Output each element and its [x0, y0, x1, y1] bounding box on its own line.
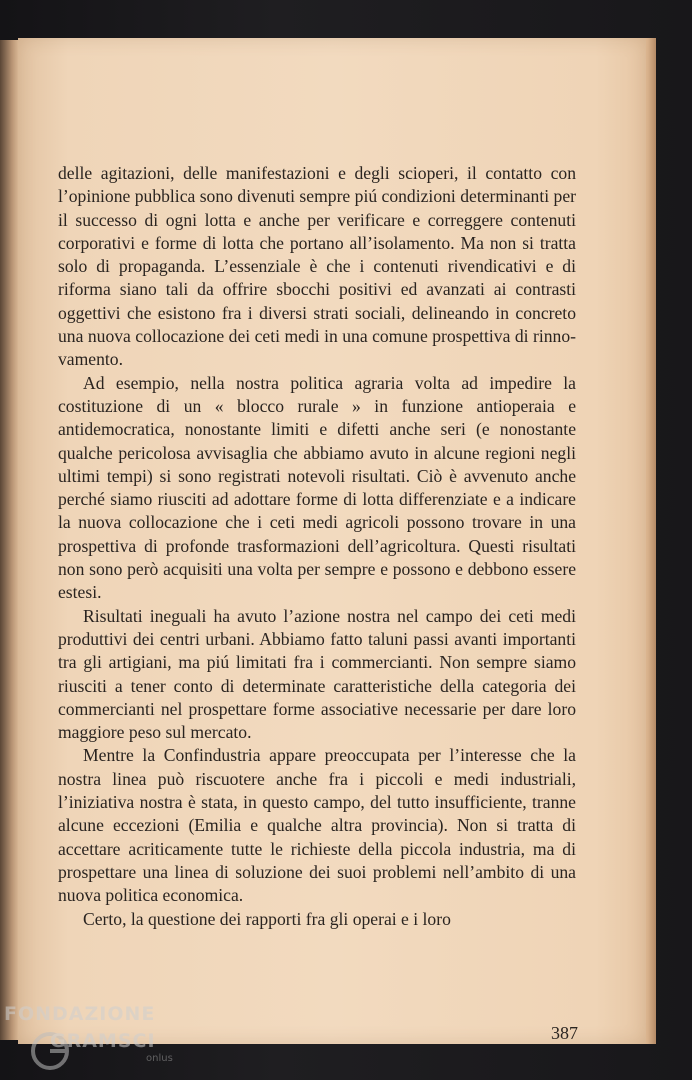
watermark-line-2: GRAMSCI	[50, 1030, 156, 1052]
body-text	[58, 162, 576, 931]
book-page	[18, 38, 646, 1044]
page-number: 387	[551, 1023, 578, 1043]
paragraph-1: delle agitazioni, delle manifestazioni e degli scioperi, il contatto con l’opinione pubblica sono divenuti sempre piú condizioni determinanti per il successo di ogni lotta e anche per verificare e correggere contenuti corporativi e forme di lotta che portano all’isolamento. Ma non si tratta solo di propaganda. L’essenziale è che i contenuti rivendicativi e di riforma siano tali da offrire sbocchi positivi ed avanzati ai contrasti oggettivi che esistono fra i diversi strati sociali, delineando in concreto una nuova collocazione dei ceti medi in una comune prospettiva di rinnovamento.	[58, 163, 576, 370]
paragraph-2: Ad esempio, nella nostra politica agraria volta ad impedire la costituzione di un « blocco rurale » in funzione antioperaia e antidemocratica, nonostante limiti e difetti anche seri (e nonostante qualche pericolosa avvisaglia che abbiamo avuto in alcune regioni negli ultimi tempi) si sono registrati notevoli risultati. Ciò è avvenuto anche perché siamo riusciti ad adottare forme di lotta differenziate e a indicare la nuova collocazione che i ceti medi agricoli possono trovare in una prospettiva di profonde trasformazioni dell’agricoltura. Questi risultati non sono però acquisiti una volta per sempre e possono e debbono essere estesi.	[58, 372, 576, 603]
fondazione-gramsci-watermark	[4, 1003, 204, 1073]
paragraph-3: Risultati ineguali ha avuto l’azione nostra nel campo dei ceti medi produttivi dei centri urbani. Abbiamo fatto taluni passi avanti importanti tra gli artigiani, ma piú limitati fra i commercianti. Non sempre siamo riusciti a tener conto di determinate caratteristiche della categoria dei commercianti nel prospettare forme associative necessarie per dare loro maggiore peso sul mercato.	[58, 605, 576, 743]
watermark-subtitle: onlus	[146, 1053, 173, 1064]
book-spine-edge	[0, 40, 20, 1040]
paragraph-4: Mentre la Confindustria appare preoccupata per l’interesse che la nostra linea può riscuotere anche fra i piccoli e medi industriali, l’iniziativa nostra è stata, in questo campo, del tutto insufficiente, tranne alcune eccezioni (Emilia e qualche altra provincia). Non si tratta di accettare acriticamente tutte le richieste della piccola industria, ma di prospettare una linea di soluzione dei suoi problemi nell’ambito di una nuova politica economica.	[58, 745, 576, 906]
watermark-line-1: FONDAZIONE	[4, 1003, 156, 1025]
paragraph-5: Certo, la questione dei rapporti fra gli operai e i loro	[83, 908, 451, 929]
